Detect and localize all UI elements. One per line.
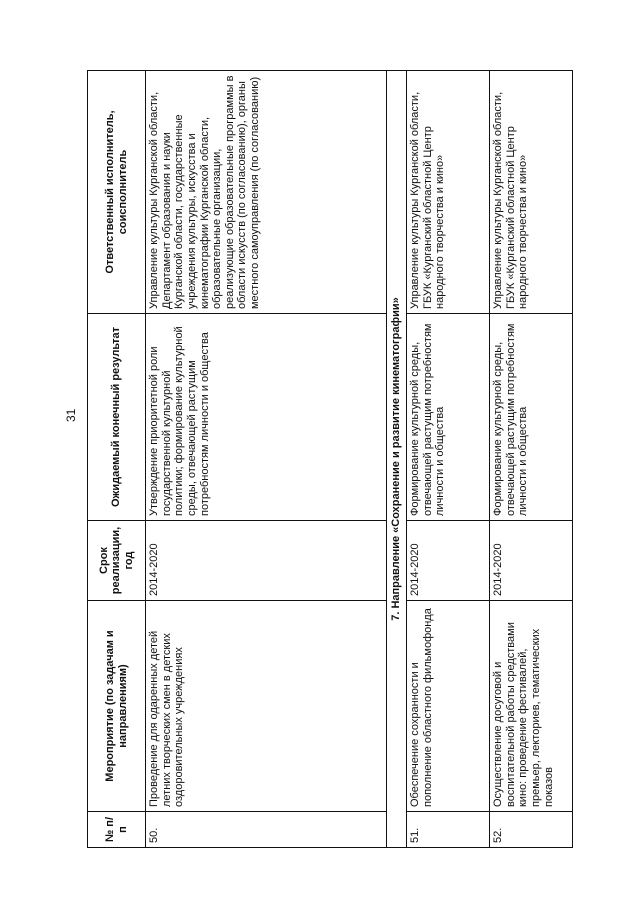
row-executor: Управление культуры Курганской области, Департамент образования и науки Курганской области, государственные учреждения культуры, искусства и кинематографии Курганской области, образовательные организации, реализующие образовательные программы в области искусств (по согласованию), органы местного самоуправления (по согласованию)	[146, 71, 387, 314]
row-num: 50.	[146, 812, 387, 848]
table-row	[146, 71, 387, 848]
row-num: 52.	[490, 812, 573, 848]
row-num: 51.	[407, 812, 490, 848]
row-executor: Управление культуры Курганской области, ГБУК «Курганский областной Центр народного творчества и кино»	[490, 71, 573, 314]
row-result: Утверждение приоритетной роли государственной культурной политики; формирование культурной среды, отвечающей растущим потребностям личности и общества	[146, 314, 387, 521]
row-period: 2014-2020	[407, 521, 490, 601]
row-activity: Проведение для одаренных детей летних творческих смен в детских оздоровительных учреждениях	[146, 601, 387, 812]
program-table	[87, 70, 573, 848]
program-table-rotated	[87, 71, 555, 848]
table-row	[407, 71, 490, 848]
row-period: 2014-2020	[490, 521, 573, 601]
row-activity: Обеспечение сохранности и пополнение областного фильмофонда	[407, 601, 490, 812]
row-result: Формирование культурной среды, отвечающей растущим потребностям личности и общества	[490, 314, 573, 521]
row-executor: Управление культуры Курганской области, ГБУК «Курганский областной Центр народного творчества и кино»	[407, 71, 490, 314]
header-period: Срок реализации, год	[88, 521, 146, 601]
header-num: № п/п	[88, 812, 146, 848]
header-result: Ожидаемый конечный результат	[88, 314, 146, 521]
row-result: Формирование культурной среды, отвечающей растущим потребностям личности и общества	[407, 314, 490, 521]
section-row	[387, 71, 407, 848]
table-row	[490, 71, 573, 848]
page-number: 31	[64, 408, 78, 422]
row-activity: Осуществление досуговой и воспитательной работы средствами кино: проведение фестивалей, премьер, лекториев, тематических показов	[490, 601, 573, 812]
table-header-row	[88, 71, 146, 848]
row-period: 2014-2020	[146, 521, 387, 601]
section-title: 7. Направление «Сохранение и развитие кинематографии»	[387, 71, 407, 848]
header-activity: Мероприятие (по задачам и направлениям)	[88, 601, 146, 812]
header-executor: Ответственный исполнитель, соисполнитель	[88, 71, 146, 314]
